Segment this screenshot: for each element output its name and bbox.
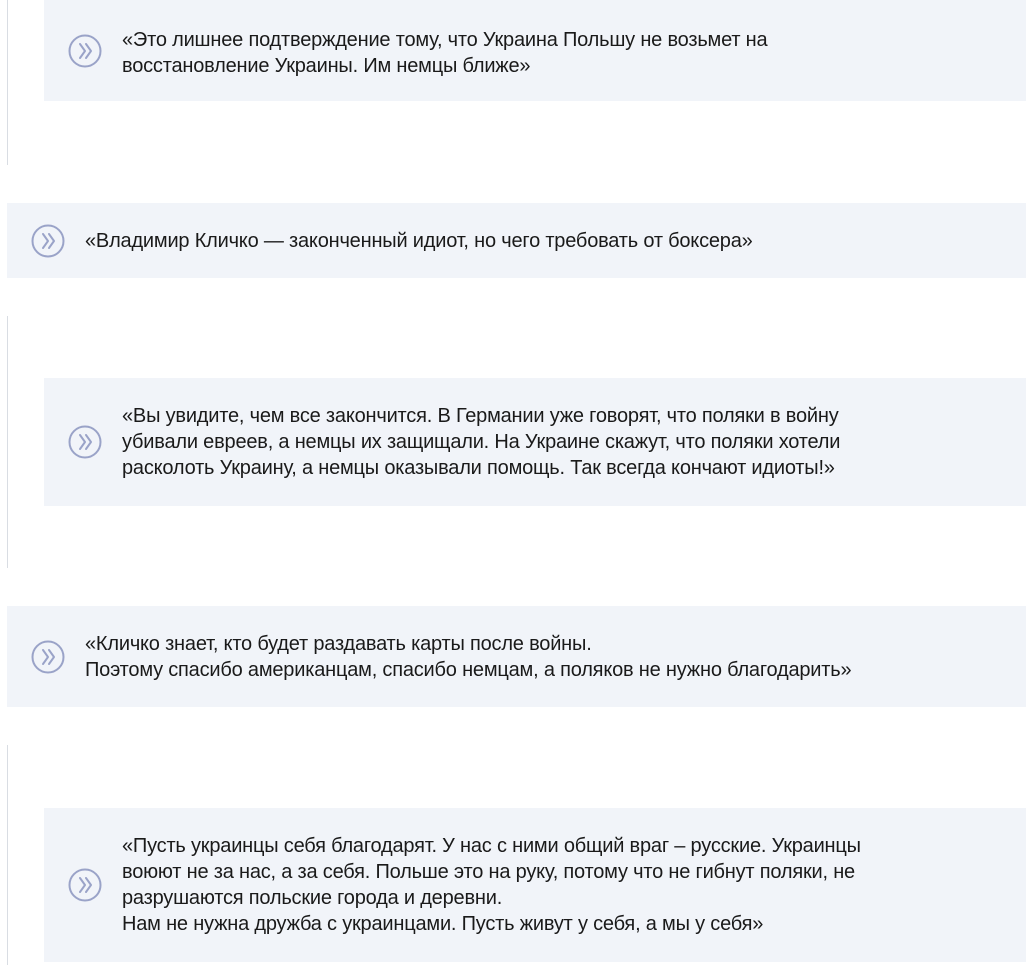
quote-text: «Кличко знает, кто будет раздавать карты после войны. Поэтому спасибо американцам, спасибо немцам, а поляков не нужно благодарить» [85, 633, 852, 681]
quote-text: «Это лишнее подтверждение тому, что Украина Польшу не возьмет на восстановление Украины. Им немцы ближе» [122, 29, 768, 77]
quote-mark-icon [68, 868, 102, 902]
divider-line [7, 0, 8, 165]
quote-block [44, 808, 1026, 962]
quote-mark-icon [31, 224, 65, 258]
quote-mark-icon [31, 640, 65, 674]
quote-mark-icon [68, 34, 102, 68]
quote-text: «Пусть украинцы себя благодарят. У нас с ними общий враг – русские. Украинцы воюют не за нас, а за себя. Польше это на руку, потому что не гибнут поляки, не разрушаются польские города и деревни. Нам не нужна дружба с украинцами. Пусть живут у себя, а мы у себя» [122, 835, 861, 935]
divider-line [7, 316, 8, 568]
quote-mark-icon [68, 425, 102, 459]
quote-block [7, 203, 1026, 278]
divider-line [7, 745, 8, 965]
quote-text: «Вы увидите, чем все закончится. В Германии уже говорят, что поляки в войну убивали евреев, а немцы их защищали. На Украине скажут, что поляки хотели расколоть Украину, а немцы оказывали помощь. Так всегда кончают идиоты!» [122, 405, 841, 479]
quote-block [44, 0, 1026, 101]
quote-block [7, 606, 1026, 707]
quote-text: «Владимир Кличко — законченный идиот, но чего требовать от боксера» [85, 230, 753, 252]
quote-block [44, 378, 1026, 506]
